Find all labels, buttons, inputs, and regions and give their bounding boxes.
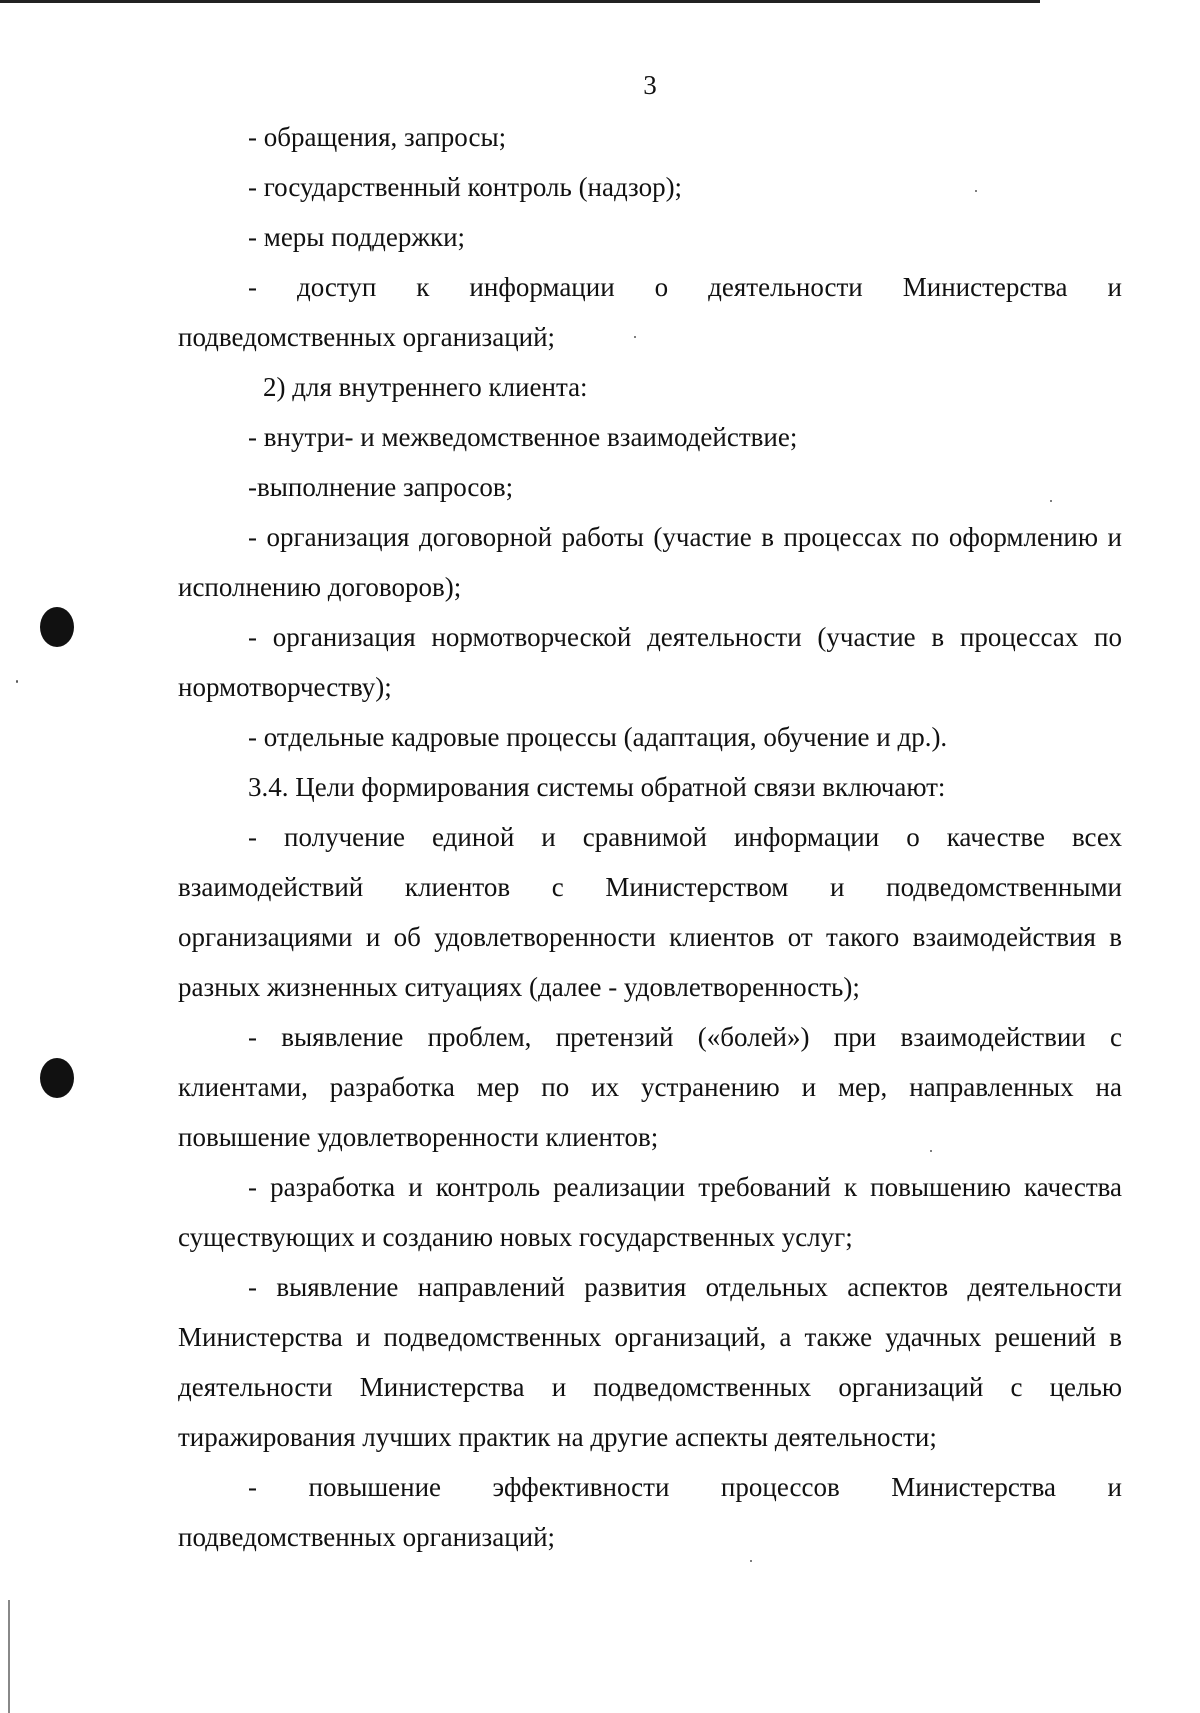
list-item: - внутри- и межведомственное взаимодействие; (248, 422, 798, 452)
list-item: -выполнение запросов; (248, 472, 514, 502)
subsection-heading: 2) для внутреннего клиента: (263, 372, 588, 402)
list-item: - выявление проблем, претензий («болей») при взаимодействии с клиентами, разработка мер по их устранению и мер, направленных на повышение удовлетворенности клиентов; (178, 1022, 1122, 1152)
punch-hole-lower (40, 1058, 74, 1098)
list-item: - отдельные кадровые процессы (адаптация, обучение и др.). (248, 722, 948, 752)
section-heading: 3.4. Цели формирования системы обратной связи включают: (248, 772, 946, 802)
list-item: - обращения, запросы; (248, 122, 507, 152)
list-item: - государственный контроль (надзор); (248, 172, 683, 202)
list-item-continuation: подведомственных организаций; (178, 322, 556, 352)
list-item (178, 1462, 1122, 1562)
left-edge-mark (8, 1600, 10, 1713)
list-item: - организация нормотворческой деятельности (участие в процессах по нормотворчеству); (178, 622, 1122, 702)
punch-hole-upper (40, 607, 74, 647)
page-number: 3 (643, 70, 657, 100)
scan-speck (16, 680, 18, 683)
list-item: - разработка и контроль реализации требований к повышению качества существующих и созданию новых государственных услуг; (178, 1172, 1122, 1252)
list-item: - получение единой и сравнимой информации о качестве всех взаимодействий клиентов с Министерством и подведомственными организациями и об удовлетворенности клиентов от такого взаимодействия в разных жизненных ситуациях (далее - удовлетворенность); (178, 822, 1122, 1002)
list-item (178, 262, 1122, 362)
top-edge-rule (0, 0, 1040, 3)
list-item-first-line: - доступ к информации о деятельности Министерства и (248, 272, 1122, 302)
document-body (178, 112, 1122, 1562)
list-item: - организация договорной работы (участие в процессах по оформлению и исполнению договоров); (178, 522, 1122, 602)
list-item: - меры поддержки; (248, 222, 466, 252)
list-item: - выявление направлений развития отдельных аспектов деятельности Министерства и подведомственных организаций, а также удачных решений в деятельности Министерства и подведомственных организаций с целью тиражирования лучших практик на другие аспекты деятельности; (178, 1272, 1122, 1452)
list-item-first-line: - повышение эффективности процессов Министерства и (248, 1472, 1122, 1502)
list-item-continuation: подведомственных организаций; (178, 1522, 556, 1552)
